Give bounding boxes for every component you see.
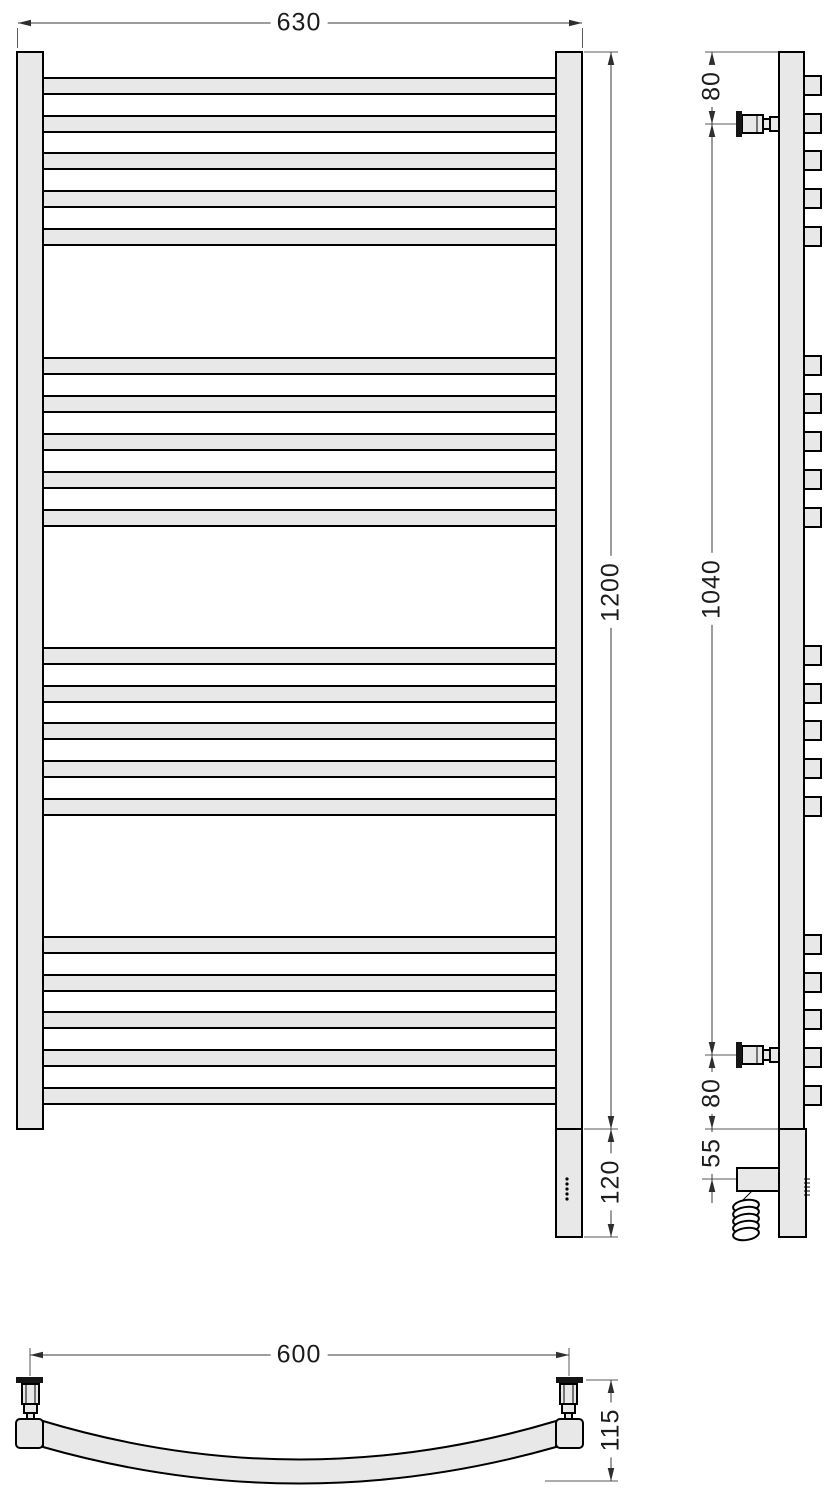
rail-stub [804,432,821,451]
indicator-dot [565,1192,568,1195]
rail-stub [804,797,821,816]
front-left-post [17,52,43,1129]
rail-stub [804,1086,821,1105]
top-view-right-bracket [556,1377,583,1448]
rail-stub [804,114,821,133]
rail [43,472,556,488]
rail [43,116,556,132]
dim-depth-label: 115 [597,1403,626,1458]
indicator-dot [565,1177,568,1180]
side-post [779,52,804,1129]
dim-side-bottom-offset-label: 80 [698,1072,727,1114]
arrow-left [18,20,31,27]
wall-bracket-bottom [736,1042,779,1068]
bracket-flange [16,1377,43,1383]
rail [43,229,556,245]
rail-stub [804,646,821,665]
coiled-power-cable [732,1191,759,1242]
dim-bracket-span-label: 1040 [698,553,727,625]
rail-stub [804,470,821,489]
rail [43,761,556,777]
rail [43,434,556,450]
rail [43,358,556,374]
rail-stub [804,76,821,95]
indicator-dot [565,1197,568,1200]
dim-top-bracket-span-label: 600 [271,1341,328,1370]
rail [43,1012,556,1028]
dim-side-top-offset-label: 80 [698,65,727,107]
rail-stub [804,1010,821,1029]
rail [43,191,556,207]
dim-element-offset-label: 55 [698,1132,727,1174]
bracket-flange [736,1042,742,1068]
power-connection-box [737,1168,779,1191]
dim-front-height-label: 1200 [597,556,626,628]
rail [43,510,556,526]
rail-stub [804,721,821,740]
arrow-up [608,52,615,65]
rail-stub [804,935,821,954]
rail [43,1088,556,1104]
rail [43,723,556,739]
rail-stub [804,151,821,170]
rail [43,396,556,412]
rail-stub [804,356,821,375]
side-rail-stubs [804,76,821,1105]
rail-stub [804,508,821,527]
indicator-dot [565,1182,568,1185]
bracket-flange [736,111,742,137]
rail-stub [804,684,821,703]
rail-stub [804,394,821,413]
rail [43,153,556,169]
side-view [702,52,821,1242]
rail [43,799,556,815]
top-view-left-bracket [16,1377,43,1448]
bowed-rail-top-view [43,1421,556,1484]
rail [43,1050,556,1066]
dim-heater-height-label: 120 [597,1154,626,1211]
arrow-down [608,1116,615,1129]
rail-stub [804,973,821,992]
right-post-section [556,1419,583,1448]
front-heating-element [556,1129,582,1237]
front-view [17,20,618,1237]
front-rails [43,78,556,1104]
wall-bracket-top [736,111,779,137]
arrow-right [569,20,582,27]
rail-stub [804,759,821,778]
indicator-dot [565,1187,568,1190]
rail [43,937,556,953]
rail [43,686,556,702]
left-post-section [16,1419,43,1448]
dim-front-width-label: 630 [271,9,328,38]
rail [43,975,556,991]
rail [43,648,556,664]
arrow-up [608,1129,615,1142]
front-right-post [556,52,582,1129]
rail-stub [804,227,821,246]
rail-stub [804,1048,821,1067]
rail-stub [804,189,821,208]
arrow-down [608,1224,615,1237]
side-heating-element [779,1129,806,1237]
rail [43,78,556,94]
bracket-flange [556,1377,583,1383]
